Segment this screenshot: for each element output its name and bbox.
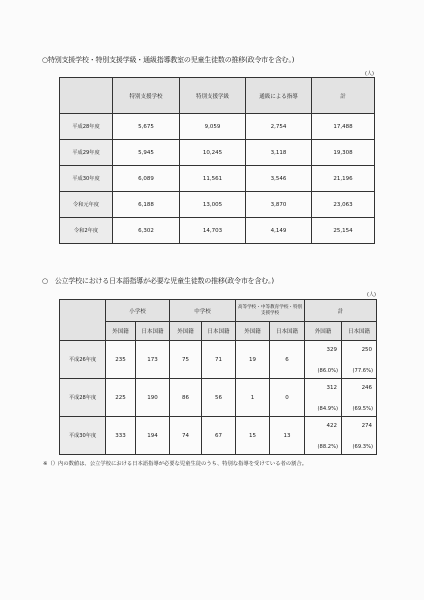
table-japanese-instruction <box>59 299 377 455</box>
cell-value: 56 <box>202 379 236 417</box>
cell-total: 23,063 <box>312 192 375 218</box>
total-value: 246 <box>361 385 373 391</box>
cell-value: 67 <box>202 417 236 455</box>
cell-value: 3,546 <box>246 166 312 192</box>
cell-value: 6,302 <box>113 218 180 244</box>
cell-value: 190 <box>136 379 170 417</box>
total-value: 274 <box>361 423 373 429</box>
cell-value: 225 <box>106 379 136 417</box>
header-high-school: 高等学校・中等教育学校・特別支援学校 <box>236 300 305 322</box>
cell-value: 10,245 <box>180 140 246 166</box>
cell-value: 6,089 <box>113 166 180 192</box>
cell-value: 173 <box>136 341 170 379</box>
row-year: 令和元年度 <box>60 192 113 218</box>
subheader-japanese: 日本国籍 <box>202 322 236 341</box>
cell-value: 5,945 <box>113 140 180 166</box>
total-percent: (77.6%) <box>352 368 374 374</box>
table-row <box>60 192 375 218</box>
cell-value: 13,005 <box>180 192 246 218</box>
table-row <box>60 218 375 244</box>
table-row <box>60 341 377 379</box>
row-year: 平成30年度 <box>60 166 113 192</box>
cell-value: 235 <box>106 341 136 379</box>
cell-value: 3,118 <box>246 140 312 166</box>
corner-cell <box>60 300 106 341</box>
total-value: 422 <box>326 423 338 429</box>
total-percent: (88.2%) <box>317 444 339 450</box>
subheader-foreign: 外国籍 <box>305 322 342 341</box>
row-year: 平成28年度 <box>60 114 113 140</box>
header-total: 計 <box>305 300 377 322</box>
header-special-school: 特別支援学校 <box>113 78 180 114</box>
cell-total-foreign <box>305 341 342 379</box>
row-year: 平成30年度 <box>60 417 106 455</box>
cell-value: 9,059 <box>180 114 246 140</box>
cell-value: 6,188 <box>113 192 180 218</box>
cell-total-foreign <box>305 379 342 417</box>
section1-unit: (人) <box>365 71 374 77</box>
total-value: 312 <box>326 385 338 391</box>
cell-value: 194 <box>136 417 170 455</box>
cell-value: 71 <box>202 341 236 379</box>
cell-total: 17,488 <box>312 114 375 140</box>
subheader-foreign: 外国籍 <box>170 322 202 341</box>
table-row <box>60 140 375 166</box>
cell-value: 5,675 <box>113 114 180 140</box>
subheader-japanese: 日本国籍 <box>136 322 170 341</box>
cell-value: 74 <box>170 417 202 455</box>
table-row <box>60 379 377 417</box>
subheader-foreign: 外国籍 <box>236 322 270 341</box>
cell-total: 19,308 <box>312 140 375 166</box>
cell-total-japanese <box>342 341 377 379</box>
row-year: 平成29年度 <box>60 140 113 166</box>
header-special-class: 特別支援学級 <box>180 78 246 114</box>
corner-cell <box>60 78 113 114</box>
subheader-japanese: 日本国籍 <box>342 322 377 341</box>
cell-value: 14,703 <box>180 218 246 244</box>
section2-title: ○ 公立学校における日本語指導が必要な児童生徒数の推移(政令市を含む。) <box>42 277 274 285</box>
total-value: 329 <box>326 347 338 353</box>
cell-value: 1 <box>236 379 270 417</box>
header-elementary: 小学校 <box>106 300 170 322</box>
cell-value: 6 <box>270 341 305 379</box>
cell-value: 75 <box>170 341 202 379</box>
header-junior-high: 中学校 <box>170 300 236 322</box>
total-percent: (84.9%) <box>317 406 339 412</box>
row-year: 平成28年度 <box>60 379 106 417</box>
section2-unit: (人) <box>367 292 376 298</box>
cell-value: 19 <box>236 341 270 379</box>
cell-value: 0 <box>270 379 305 417</box>
subheader-foreign: 外国籍 <box>106 322 136 341</box>
total-percent: (69.3%) <box>352 444 374 450</box>
cell-value: 86 <box>170 379 202 417</box>
cell-total-japanese <box>342 417 377 455</box>
cell-value: 3,870 <box>246 192 312 218</box>
cell-total: 25,154 <box>312 218 375 244</box>
table-row <box>60 114 375 140</box>
cell-total: 21,196 <box>312 166 375 192</box>
cell-value: 15 <box>236 417 270 455</box>
table-row <box>60 166 375 192</box>
cell-total-japanese <box>342 379 377 417</box>
subheader-japanese: 日本国籍 <box>270 322 305 341</box>
total-percent: (86.0%) <box>317 368 339 374</box>
header-total: 計 <box>312 78 375 114</box>
row-year: 令和2年度 <box>60 218 113 244</box>
total-percent: (69.5%) <box>352 406 374 412</box>
header-resource-room: 通級による指導 <box>246 78 312 114</box>
cell-value: 13 <box>270 417 305 455</box>
cell-total-foreign <box>305 417 342 455</box>
total-value: 250 <box>361 347 373 353</box>
cell-value: 11,561 <box>180 166 246 192</box>
row-year: 平成26年度 <box>60 341 106 379</box>
table-special-support <box>59 77 375 244</box>
table-row <box>60 417 377 455</box>
cell-value: 4,149 <box>246 218 312 244</box>
section1-title: ○特別支援学校・特別支援学級・通級指導教室の児童生徒数の推移(政令市を含む。) <box>42 56 295 64</box>
cell-value: 333 <box>106 417 136 455</box>
cell-value: 2,754 <box>246 114 312 140</box>
footnote: ※（）内の数値は、公立学校における日本語指導が必要な児童生徒のうち、特別な指導を受けている者の割合。 <box>43 461 307 467</box>
